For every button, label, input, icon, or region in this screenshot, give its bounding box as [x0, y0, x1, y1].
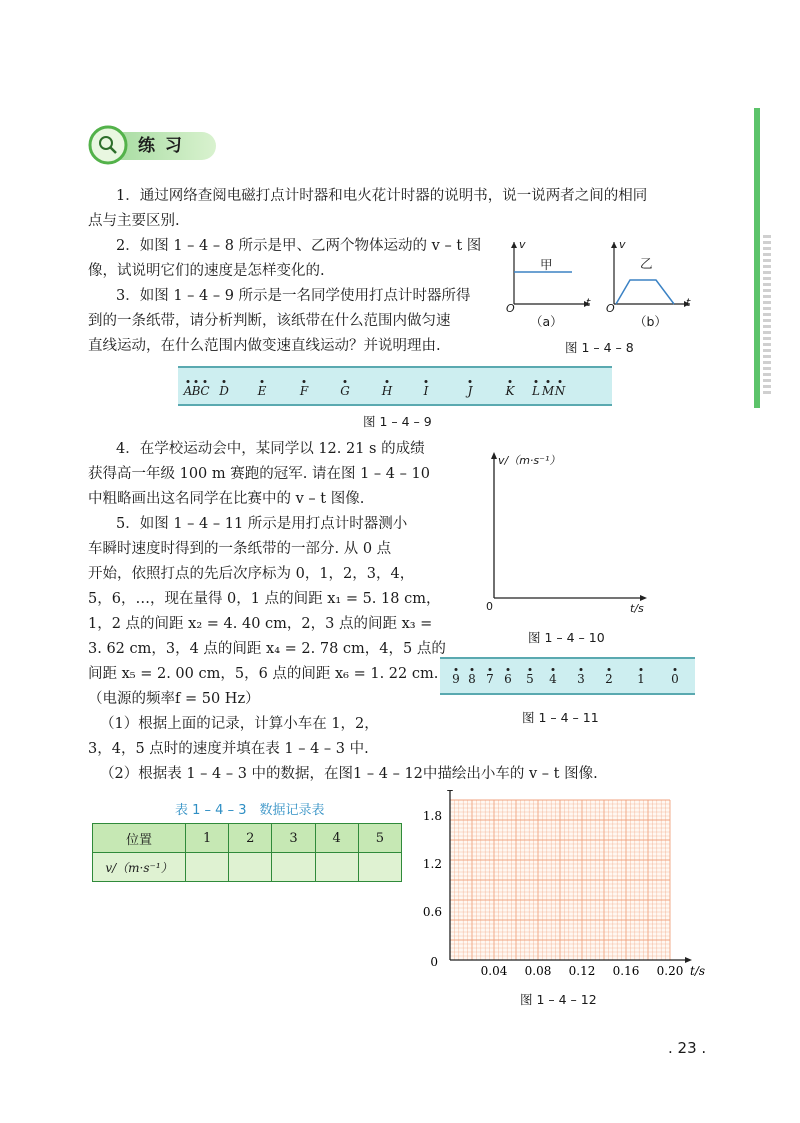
- table-position-3: 3: [272, 824, 315, 853]
- tape-label-E: E: [257, 384, 267, 398]
- fig1410-caption: 图 1 – 4 – 10: [528, 630, 605, 645]
- problem-5-line2: 车瞬时速度时得到的一条纸带的一部分. 从 0 点: [88, 541, 392, 557]
- tape-dot-A: [187, 380, 190, 383]
- tape-label-C: C: [200, 384, 210, 398]
- page-number: . 23 .: [668, 1039, 707, 1057]
- problem-2-line1: 2．如图 1 – 4 – 8 所示是甲、乙两个物体运动的 v – t 图: [116, 238, 482, 254]
- tape11-dot-5: [529, 668, 532, 671]
- tape-dot-B: [195, 380, 198, 383]
- figure-1-4-12-chart: [410, 790, 710, 990]
- tape-label-H: H: [381, 384, 393, 398]
- tape-label-F: F: [299, 384, 309, 398]
- magnifier-icon: [100, 134, 124, 158]
- table-row-label: v/（m·s⁻¹）: [93, 853, 186, 882]
- problem-5-sub1-line2: 3，4，5 点时的速度并填在表 1 – 4 – 3 中.: [88, 741, 369, 757]
- problem-4-line2: 获得高一年级 100 m 赛跑的冠军. 请在图 1 – 4 – 10: [88, 466, 430, 482]
- tape-dot-K: [509, 380, 512, 383]
- fig1410-ylabel: v/（m·s⁻¹）: [498, 454, 561, 467]
- problem-5-line7: 间距 x₅ = 2. 00 cm，5，6 点的间距 x₆ = 1. 22 cm.: [88, 666, 439, 682]
- problem-5-sub1-line1: （1）根据上面的记录，计算小车在 1，2，: [100, 716, 379, 732]
- side-color-stripe: [754, 108, 760, 408]
- fig148b-axis-v: v: [619, 238, 626, 251]
- problem-4-line3: 中粗略画出这名同学在比赛中的 v – t 图像.: [88, 491, 365, 507]
- tape-dot-N: [559, 380, 562, 383]
- tape-label-N: N: [554, 384, 566, 398]
- figure-1-4-10-axes: [480, 446, 660, 616]
- chart-origin: 0: [430, 955, 438, 969]
- fig148a-sub: （a）: [530, 314, 563, 329]
- tape11-dot-0: [674, 668, 677, 671]
- fig1410-origin: 0: [486, 600, 493, 613]
- tape11-dot-6: [507, 668, 510, 671]
- tape-label-K: K: [505, 384, 515, 398]
- tape11-dot-9: [455, 668, 458, 671]
- problem-4-line1: 4．在学校运动会中，某同学以 12. 21 s 的成绩: [116, 441, 425, 457]
- tape11-label-4: 4: [549, 672, 557, 686]
- table-position-2: 2: [229, 824, 272, 853]
- problem-5-line1: 5．如图 1 – 4 – 11 所示是用打点计时器测小: [116, 516, 408, 532]
- table-v-cell-1[interactable]: [186, 853, 229, 882]
- chart-xlabel: t/s: [690, 964, 706, 978]
- tape-dot-F: [303, 380, 306, 383]
- tape-dot-E: [261, 380, 264, 383]
- tape-dot-H: [386, 380, 389, 383]
- tape-1-4-11-points: [440, 657, 695, 695]
- y-axis-arrow: [447, 790, 453, 791]
- tape11-label-0: 0: [671, 672, 679, 686]
- problem-3-line3: 直线运动，在什么范围内做变速直线运动？并说明理由.: [88, 338, 441, 354]
- fig148a-origin: O: [506, 302, 515, 315]
- x-axis-arrow: [685, 957, 692, 963]
- x-tick-label: 0.12: [568, 964, 596, 978]
- tape-1-4-9-points: [178, 366, 612, 406]
- table-v-cell-3[interactable]: [272, 853, 315, 882]
- problem-5-line8: （电源的频率f = 50 Hz）: [88, 691, 260, 707]
- graph-a: [511, 242, 590, 307]
- x-tick-label: 0.16: [612, 964, 640, 978]
- problem-3-line1: 3．如图 1 – 4 – 9 所示是一名同学使用打点计时器所得: [116, 288, 471, 304]
- problem-5-line3: 开始，依照打点的先后次序标为 0，1，2，3，4，: [88, 566, 415, 582]
- graph-b: [611, 242, 690, 307]
- x-tick-label: 0.08: [524, 964, 552, 978]
- tape-label-A: A: [183, 384, 193, 398]
- tape11-label-5: 5: [526, 672, 534, 686]
- y-tick-label: 1.2: [422, 857, 442, 871]
- tape-label-G: G: [340, 384, 350, 398]
- table-position-1: 1: [186, 824, 229, 853]
- tape-label-L: L: [532, 384, 540, 398]
- tape11-label-8: 8: [468, 672, 476, 686]
- problem-5-line4: 5，6，…，现在量得 0，1 点的间距 x₁ = 5. 18 cm，: [88, 591, 441, 607]
- tape11-label-3: 3: [577, 672, 585, 686]
- tape-dot-L: [535, 380, 538, 383]
- fig148b-sub: （b）: [634, 314, 667, 329]
- x-tick-label: 0.20: [656, 964, 684, 978]
- tape-dot-C: [204, 380, 207, 383]
- fig1412-caption: 图 1 – 4 – 12: [520, 992, 597, 1007]
- problem-1-line1: 1．通过网络查阅电磁打点计时器和电火花计时器的说明书，说一说两者之间的相同: [116, 188, 648, 204]
- x-tick-label: 0.04: [480, 964, 508, 978]
- y-tick-label: 1.8: [422, 809, 442, 823]
- chart-ylabel: [454, 790, 521, 791]
- tape-dot-M: [547, 380, 550, 383]
- fig148-caption: 图 1 – 4 – 8: [565, 340, 634, 355]
- tape-dot-G: [344, 380, 347, 383]
- tape11-label-1: 1: [637, 672, 645, 686]
- fig148b-label: 乙: [640, 256, 653, 271]
- tape-dot-D: [223, 380, 226, 383]
- fig148a-label: 甲: [540, 257, 553, 272]
- tape-label-D: D: [219, 384, 229, 398]
- tape11-label-7: 7: [486, 672, 494, 686]
- side-margin-text: [763, 235, 771, 395]
- data-record-table: [92, 823, 402, 882]
- fig149-caption: 图 1 – 4 – 9: [363, 414, 432, 429]
- fig148b-origin: O: [606, 302, 615, 315]
- tape11-label-2: 2: [605, 672, 613, 686]
- tape-label-J: J: [467, 384, 473, 398]
- tape-label-M: M: [541, 384, 555, 398]
- table-position-5: 5: [358, 824, 401, 853]
- problem-1-line2: 点与主要区别.: [88, 213, 180, 229]
- problem-3-line2: 到的一条纸带，请分析判断，该纸带在什么范围内做匀速: [88, 313, 451, 329]
- section-title: 练 习: [138, 136, 184, 156]
- tape11-label-6: 6: [504, 672, 512, 686]
- problem-5-sub2: （2）根据表 1 – 4 – 3 中的数据，在图1 – 4 – 12中描绘出小车的 v – t 图像.: [100, 766, 598, 782]
- y-tick-label: 0.6: [422, 905, 442, 919]
- tape11-dot-4: [552, 668, 555, 671]
- tape-dot-J: [469, 380, 472, 383]
- fig148a-axis-t: t: [586, 296, 591, 309]
- tape-dot-I: [425, 380, 428, 383]
- fig1410-xlabel: t/s: [630, 602, 644, 615]
- tape11-dot-1: [640, 668, 643, 671]
- problem-5-line5: 1，2 点的间距 x₂ = 4. 40 cm，2，3 点的间距 x₃ =: [88, 616, 433, 632]
- table-1-4-3-title: 表 1 – 4 – 3 数据记录表: [175, 803, 325, 818]
- table-position-4: 4: [315, 824, 358, 853]
- tape11-dot-7: [489, 668, 492, 671]
- tape-label-I: I: [423, 384, 429, 398]
- table-header-label: 位置: [93, 824, 186, 853]
- fig148a-axis-v: v: [519, 238, 526, 251]
- tape11-dot-2: [608, 668, 611, 671]
- tape-label-B: B: [191, 384, 201, 398]
- table-v-cell-5[interactable]: [358, 853, 401, 882]
- fig148b-axis-t: t: [686, 296, 691, 309]
- problem-5-line6: 3. 62 cm，3，4 点的间距 x₄ = 2. 78 cm，4，5 点的: [88, 641, 446, 657]
- tape11-label-9: 9: [452, 672, 460, 686]
- table-v-cell-2[interactable]: [229, 853, 272, 882]
- table-v-cell-4[interactable]: [315, 853, 358, 882]
- tape11-dot-8: [471, 668, 474, 671]
- problem-2-line2: 像，试说明它们的速度是怎样变化的.: [88, 263, 325, 279]
- tape11-dot-3: [580, 668, 583, 671]
- fig1411-caption: 图 1 – 4 – 11: [522, 710, 599, 725]
